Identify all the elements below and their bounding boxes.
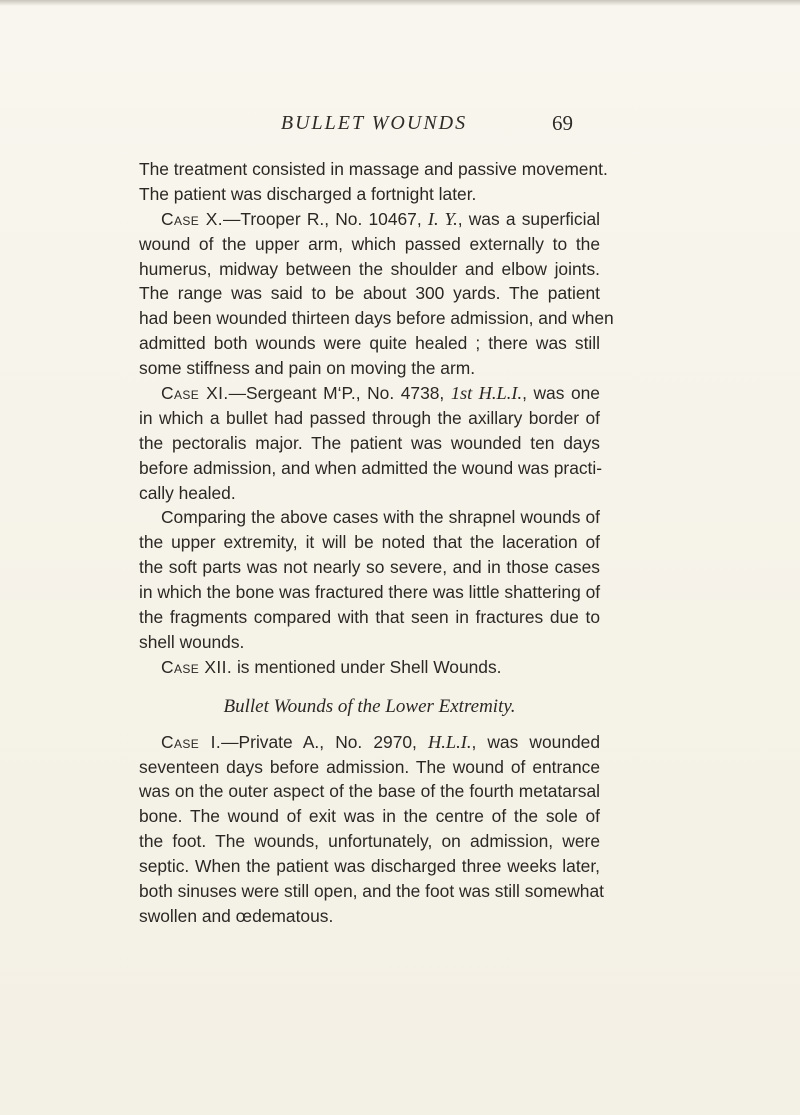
text-span: , was a superficial [457, 208, 600, 229]
regiment-abbreviation: 1st H.L.I. [450, 383, 523, 404]
text-line: Comparing the above cases with the shrapnel wounds of [161, 507, 600, 528]
text-line: before admission, and when admitted the wound was practi- [139, 457, 603, 478]
text-line [139, 730, 600, 755]
text-line: had been wounded thirteen days before admission, and when [139, 308, 614, 329]
text-line [139, 655, 600, 680]
text-span: —Trooper R., No. 10467, [223, 208, 428, 229]
running-header [0, 108, 800, 138]
case-label: Case I. [161, 731, 222, 752]
text-span: —Sergeant M‘P., No. 4738, [228, 383, 451, 404]
regiment-abbreviation: I. Y. [427, 208, 458, 229]
text-span: is mentioned under Shell Wounds. [232, 656, 502, 677]
text-line: bone. The wound of exit was in the centre of the sole of [139, 806, 600, 827]
text-span: —Private A., No. 2970, [221, 731, 428, 752]
text-line: swollen and œdematous. [139, 905, 334, 926]
text-line: cally healed. [139, 482, 236, 503]
text-line: The range was said to be about 300 yards. The patient [139, 283, 600, 304]
case-label: Case XII. [161, 656, 233, 677]
text-line: the foot. The wounds, unfortunately, on admission, were [139, 831, 600, 852]
text-line [139, 381, 600, 406]
section-subheading: Bullet Wounds of the Lower Extremity. [223, 695, 516, 717]
text-line: the fragments compared with that seen in fractures due to [139, 607, 600, 628]
text-line: septic. When the patient was discharged three weeks later, [139, 856, 600, 877]
case-label: Case XI. [161, 383, 229, 404]
running-title: BULLET WOUNDS [280, 112, 468, 134]
text-line: in which the bone was fractured there was little shattering of [139, 582, 601, 603]
page-edge-shadow [0, 0, 800, 6]
case-label: Case X. [161, 208, 223, 229]
text-line: was on the outer aspect of the base of the fourth metatarsal [139, 781, 600, 802]
text-line: shell wounds. [139, 631, 245, 652]
text-line: wound of the upper arm, which passed externally to the [139, 233, 600, 254]
text-line: admitted both wounds were quite healed ; there was still [139, 333, 600, 354]
regiment-abbreviation: H.L.I. [428, 731, 472, 752]
text-line [139, 207, 600, 232]
text-line: the upper extremity, it will be noted that the laceration of [139, 532, 600, 553]
text-line: The patient was discharged a fortnight later. [139, 183, 477, 204]
body-text [139, 157, 614, 929]
text-line: the soft parts was not nearly so severe, and in those cases [139, 557, 600, 578]
text-span: , was wounded [471, 731, 601, 752]
text-line: in which a bullet had passed through the axillary border of [139, 407, 600, 428]
text-line: humerus, midway between the shoulder and elbow joints. [139, 258, 600, 279]
text-line: the pectoralis major. The patient was wounded ten days [139, 432, 600, 453]
text-line: both sinuses were still open, and the foot was still somewhat [139, 881, 604, 902]
text-span: , was one [522, 383, 600, 404]
text-line: seventeen days before admission. The wound of entrance [139, 756, 600, 777]
text-line: The treatment consisted in massage and passive movement. [139, 159, 608, 179]
text-line: some stiffness and pain on moving the arm. [139, 358, 476, 379]
page-number: 69 [552, 111, 573, 135]
